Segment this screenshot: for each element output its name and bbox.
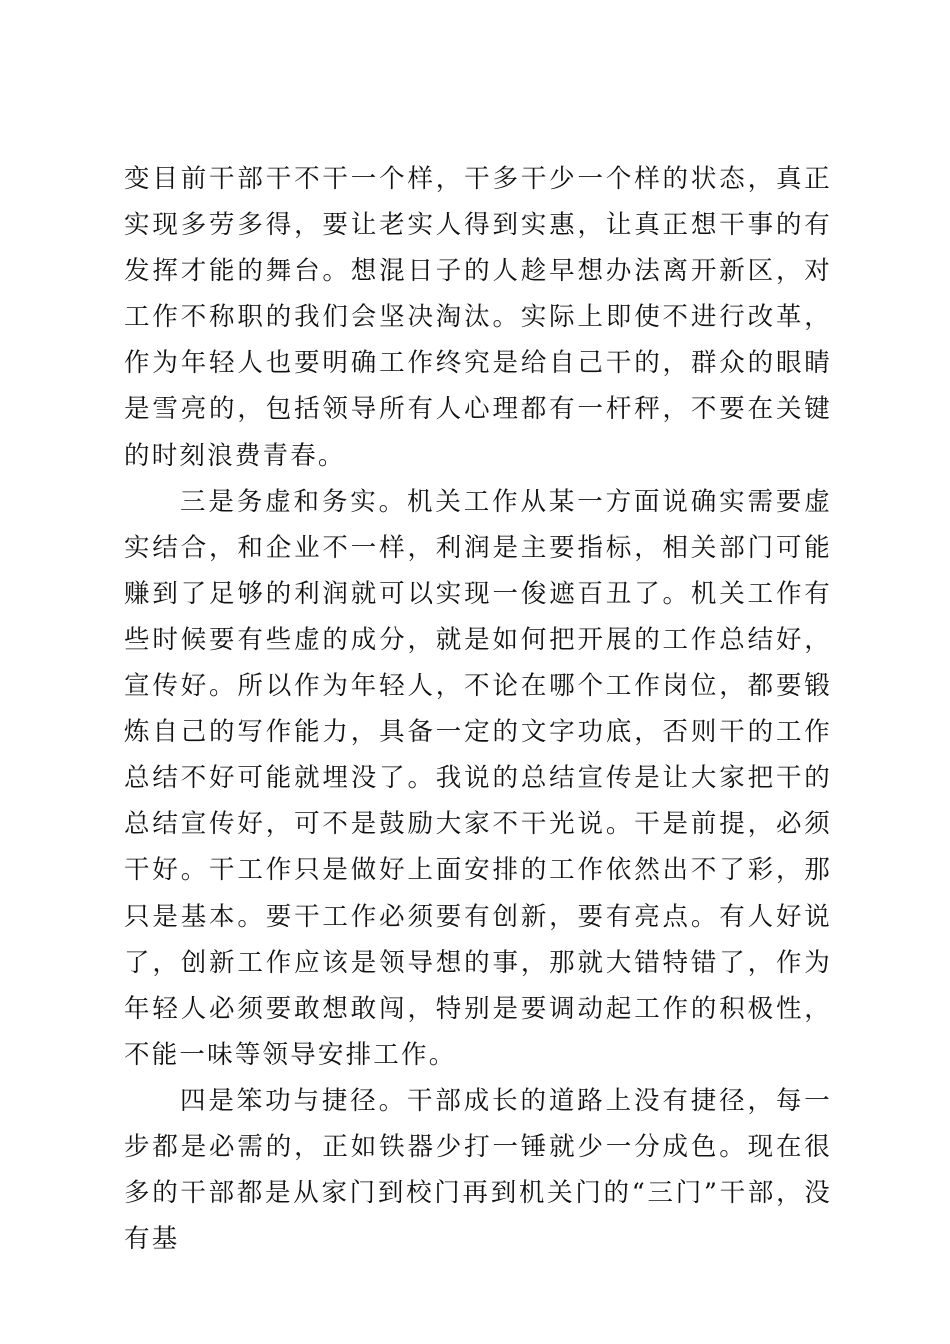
paragraph-continuation: 变目前干部干不干一个样，干多干少一个样的状态，真正实现多劳多得，要让老实人得到实惠，让真正想干事的有发挥才能的舞台。想混日子的人趁早想办法离开新区，对工作不称职的我们会坚决淘汰。实际上即使不进行改革，作为年轻人也要明确工作终究是给自己干的，群众的眼睛是雪亮的，包括领导所有人心理都有一杆秤，不要在关键的时刻浪费青春。 xyxy=(124,164,832,471)
paragraph-point-three: 三是务虚和务实。机关工作从某一方面说确实需要虚实结合，和企业不一样，利润是主要指标，相关部门可能赚到了足够的利润就可以实现一俊遮百丑了。机关工作有些时候要有些虚的成分，就是如何把开展的工作总结好，宣传好。所以作为年轻人，不论在哪个工作岗位，都要锻炼自己的写作能力，具备一定的文字功底，否则干的工作总结不好可能就埋没了。我说的总结宣传是让大家把干的总结宣传好，可不是鼓励大家不干光说。干是前提，必须干好。干工作只是做好上面安排的工作依然出不了彩，那只是基本。要干工作必须要有创新，要有亮点。有人好说了，创新工作应该是领导想的事，那就大错特错了，作为年轻人必须要敢想敢闯，特别是要调动起工作的积极性，不能一味等领导安排工作。 xyxy=(124,486,832,1070)
document-body xyxy=(124,156,832,1262)
paragraph-point-four: 四是笨功与捷径。干部成长的道路上没有捷径，每一步都是必需的，正如铁器少打一锤就少一分成色。现在很多的干部都是从家门到校门再到机关门的“三门”干部，没有基 xyxy=(124,1085,832,1255)
